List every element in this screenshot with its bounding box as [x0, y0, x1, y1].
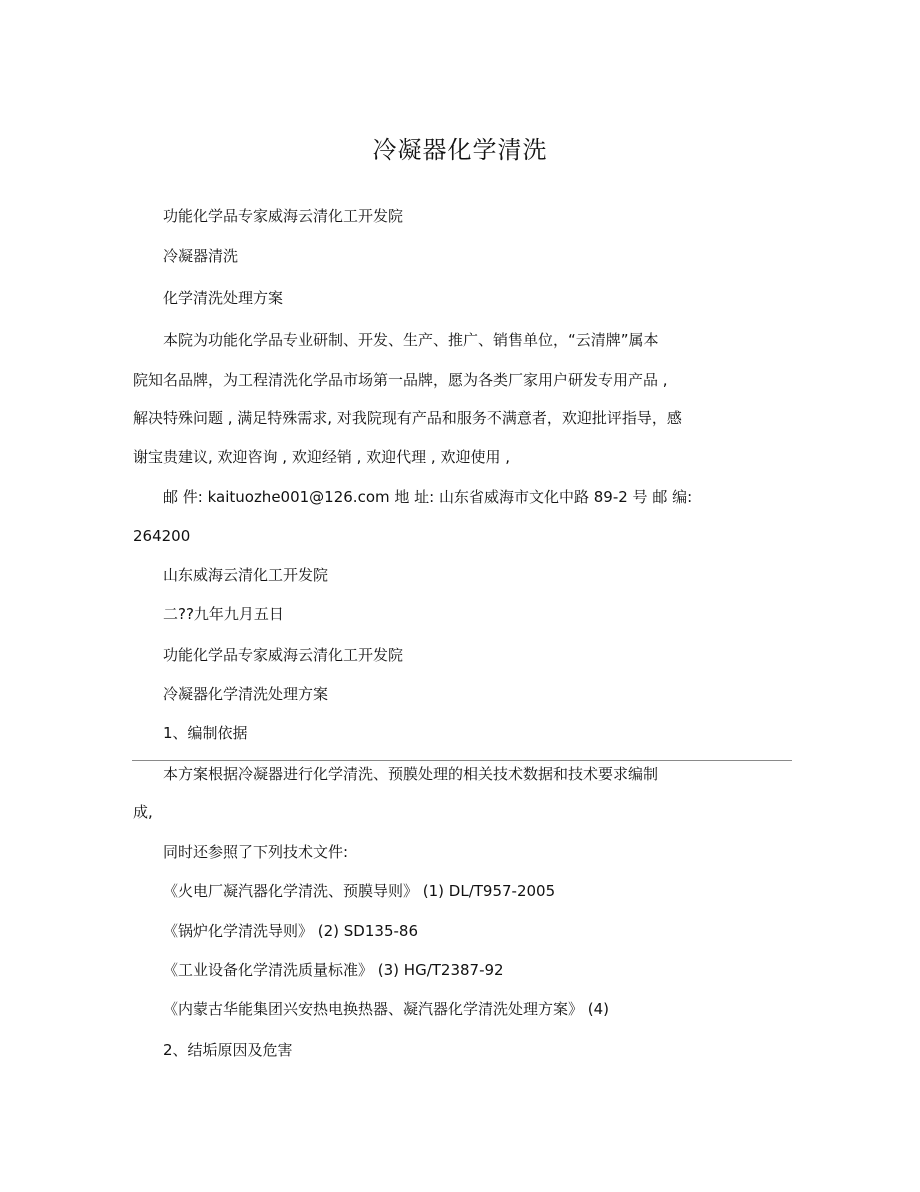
reference-item: 《内蒙古华能集团兴安热电换热器、凝汽器化学清洗处理方案》 (4) — [163, 1000, 610, 1018]
org-line: 功能化学品专家威海云清化工开发院 — [163, 646, 404, 664]
intro-paragraph-line: 谢宝贵建议, 欢迎咨询 , 欢迎经销 , 欢迎代理 , 欢迎使用 , — [133, 448, 510, 466]
institute-name: 山东威海云清化工开发院 — [163, 566, 329, 584]
section-heading: 1、编制依据 — [163, 724, 248, 742]
basis-paragraph-line: 成, — [133, 803, 153, 821]
horizontal-divider — [132, 760, 792, 761]
document-date: 二??九年九月五日 — [163, 605, 284, 623]
reference-item: 《火电厂凝汽器化学清洗、预膜导则》 (1) DL/T957-2005 — [163, 882, 556, 900]
plan-line: 化学清洗处理方案 — [163, 289, 284, 307]
section-heading: 2、结垢原因及危害 — [163, 1041, 293, 1059]
reference-item: 《锅炉化学清洗导则》 (2) SD135-86 — [163, 922, 418, 940]
intro-paragraph-line: 解决特殊问题 , 满足特殊需求, 对我院现有产品和服务不满意者，欢迎批评指导，感 — [133, 409, 682, 427]
subject-line: 冷凝器清洗 — [163, 247, 239, 265]
document-title: 冷凝器化学清洗 — [372, 136, 548, 164]
intro-paragraph-line: 本院为功能化学品专业研制、开发、生产、推广、销售单位，“云清牌”属本 — [163, 331, 659, 349]
basis-paragraph-line: 本方案根据冷凝器进行化学清洗、预膜处理的相关技术数据和技术要求编制 — [163, 765, 659, 783]
contact-line: 邮 件: kaituozhe001@126.com 地 址: 山东省威海市文化中路 89-2 号 邮 编: — [163, 488, 693, 506]
org-line: 功能化学品专家威海云清化工开发院 — [163, 207, 404, 225]
postal-code: 264200 — [133, 527, 191, 545]
reference-intro: 同时还参照了下列技术文件: — [163, 843, 349, 861]
plan-title-line: 冷凝器化学清洗处理方案 — [163, 685, 329, 703]
intro-paragraph-line: 院知名品牌，为工程清洗化学品市场第一品牌，愿为各类厂家用户研发专用产品 , — [133, 371, 668, 389]
reference-item: 《工业设备化学清洗质量标准》 (3) HG/T2387-92 — [163, 961, 504, 979]
